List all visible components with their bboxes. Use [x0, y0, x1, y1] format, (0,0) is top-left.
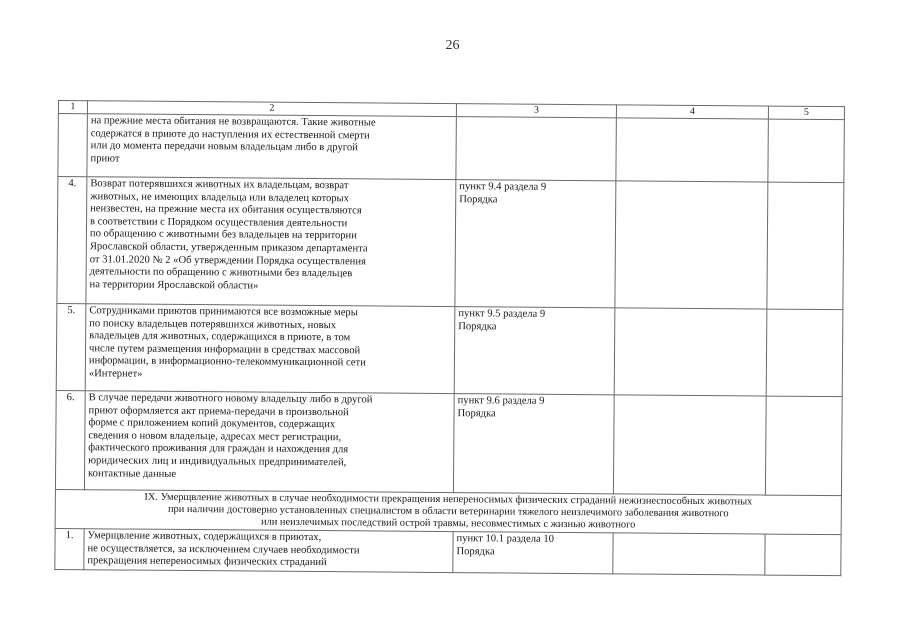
row-number: 1. [55, 528, 84, 569]
cell-col-4 [613, 533, 765, 575]
cell-col-4 [616, 118, 768, 182]
table-row [57, 177, 844, 310]
section-heading-row [55, 489, 841, 534]
cell-col-4 [613, 395, 766, 495]
row-number: 5. [56, 303, 86, 390]
row-number: 6. [55, 390, 85, 489]
page-number: 26 [445, 38, 460, 53]
cell-col-4 [614, 308, 767, 396]
requirement-text: В случае передачи животного новому владельцу либо в другой приют оформляется акт приема-передачи в произвольной форме с приложением копий документов, содержащих сведения о новом владельце, адресах мест регистрации, фактического проживания для граждан и нахождения для юридических лиц и индивидуальных предпринимателей, контактные данные [84, 391, 454, 493]
table-row [55, 390, 842, 495]
requirement-reference: пункт 9.5 раздела 9 Порядка [454, 307, 615, 395]
section-heading: IX. Умерщвление животных в случае необходимости прекращения непереносимых физических страданий нежизнеспособных животных при наличии достоверно установленных специалистом в области ветеринарии тяжелого неизлечимого заболевания животного или неизлечимых последствий острой травмы, несовместимых с жизнью животного [55, 489, 841, 534]
row-number [58, 114, 87, 177]
requirement-reference [456, 117, 616, 181]
cell-col-5 [768, 119, 844, 183]
requirement-reference: пункт 9.6 раздела 9 Порядка [453, 394, 614, 494]
requirement-reference: пункт 9.4 раздела 9 Порядка [455, 180, 616, 308]
cell-col-4 [615, 181, 768, 309]
header-col-3: 3 [456, 104, 616, 118]
table-row [56, 303, 843, 396]
requirements-table [54, 100, 845, 576]
header-col-5: 5 [768, 106, 844, 120]
header-col-4: 4 [616, 105, 768, 119]
requirement-text: Умерщвление животных, содержащихся в приютах, не осуществляется, за исключением случаев необходимости прекращения непереносимых физических страданий [84, 529, 453, 573]
requirement-text: Возврат потерявшихся животных их владельцам, возврат животных, не имеющих владельца или владелец которых неизвестен, на прежние места их обитания осуществляются в соответствии с Порядком осуществления деятельности по обращению с животными без владельцев на территории Ярославской области, утвержденным приказом департамента от 31.01.2020 № 2 «Об утверждении Порядка осуществления деятельности по обращению с животными без владельцев на территории Ярославской области» [86, 177, 456, 307]
cell-col-5 [767, 182, 844, 310]
cell-col-5 [765, 396, 842, 496]
requirement-text: Сотрудниками приютов принимаются все возможные меры по поиску владельцев потерявшихся животных, новых владельцев для животных, содержащихся в приюте, в том числе путем размещения информации в средствах массовой информации, в информационно-телекоммуникационной сети «Интернет» [85, 304, 455, 394]
header-col-1: 1 [58, 101, 87, 114]
table-row [58, 114, 844, 183]
row-number: 4. [57, 177, 87, 304]
requirement-reference: пункт 10.1 раздела 10 Порядка [453, 532, 613, 574]
requirement-text: на прежние места обитания не возвращаются. Такие животные содержатся в приюте до наступления их естественной смерти или до момента передачи новым владельцам либо в другой приют [87, 114, 456, 180]
cell-col-5 [765, 534, 841, 575]
cell-col-5 [766, 309, 843, 397]
table-row [55, 528, 841, 575]
header-col-2: 2 [87, 101, 456, 117]
